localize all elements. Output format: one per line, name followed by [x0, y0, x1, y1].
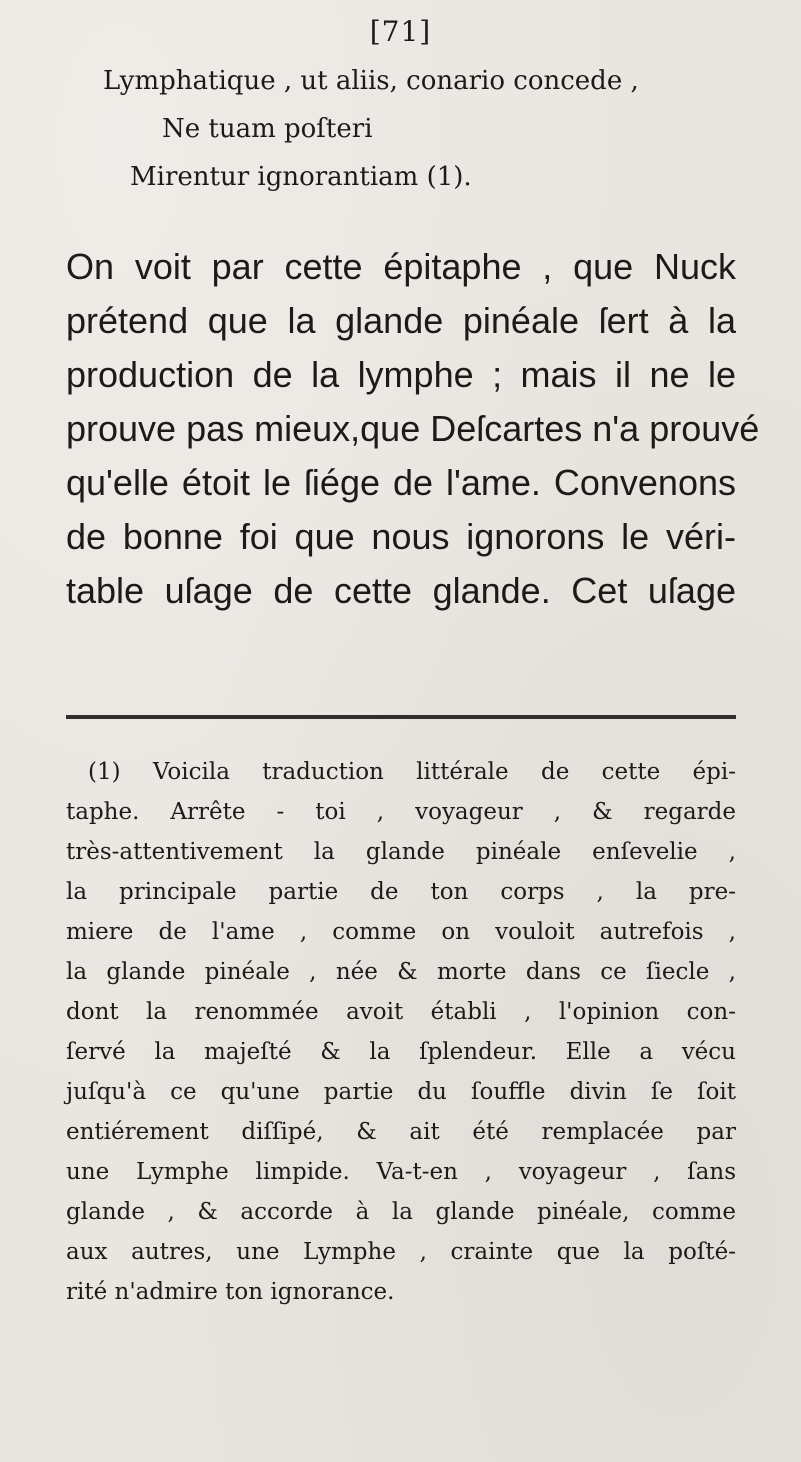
- footnote-line-4: la principale partie de ton corps , la pre-: [66, 879, 736, 905]
- footnote-line-3: très-attentivement la glande pinéale enſevelie ,: [66, 839, 736, 865]
- verse-line-3: Mirentur ignorantiam (1).: [130, 162, 472, 192]
- body-line-3: production de la lymphe ; mais il ne le: [66, 354, 736, 395]
- body-line-4: prouve pas mieux,que Deſcartes n'a prouvé: [66, 408, 760, 449]
- body-line-1: On voit par cette épitaphe , que Nuck: [66, 246, 736, 287]
- footnote-line-8: ſervé la majeſté & la ſplendeur. Elle a vécu: [66, 1039, 736, 1065]
- footnote-line-6: la glande pinéale , née & morte dans ce ſiecle ,: [66, 959, 736, 985]
- main-paragraph: [66, 240, 760, 618]
- body-line-5: qu'elle étoit le ſiége de l'ame. Convenons: [66, 462, 736, 503]
- footnote-line-1: (1) Voicila traduction littérale de cette épi-: [88, 759, 736, 785]
- footnote-line-14: rité n'admire ton ignorance.: [66, 1279, 395, 1305]
- footnote-line-2: taphe. Arrête - toi , voyageur , & regarde: [66, 799, 736, 825]
- verse-line-1: Lymphatique , ut aliis, conario concede ,: [103, 66, 639, 96]
- body-line-7: table uſage de cette glande. Cet uſage: [66, 570, 736, 611]
- footnote-line-11: une Lymphe limpide. Va-t-en , voyageur , ſans: [66, 1159, 736, 1185]
- footnote-line-9: juſqu'à ce qu'une partie du ſouffle divin ſe ſoit: [66, 1079, 736, 1105]
- footnote-divider-rule: [66, 715, 736, 719]
- page-number: [71]: [369, 15, 432, 48]
- footnote-line-13: aux autres, une Lymphe , crainte que la poſté-: [66, 1239, 736, 1265]
- footnote-line-7: dont la renommée avoit établi , l'opinion con-: [66, 999, 736, 1025]
- body-line-2: prétend que la glande pinéale ſert à la: [66, 300, 736, 341]
- footnote-line-10: entiérement diſſipé, & ait été remplacée par: [66, 1119, 736, 1145]
- footnote-line-5: miere de l'ame , comme on vouloit autrefois ,: [66, 919, 736, 945]
- body-line-6: de bonne foi que nous ignorons le véri-: [66, 516, 736, 557]
- verse-line-2: Ne tuam poſteri: [162, 114, 373, 144]
- footnote: [66, 752, 736, 1312]
- footnote-line-12: glande , & accorde à la glande pinéale, comme: [66, 1199, 736, 1225]
